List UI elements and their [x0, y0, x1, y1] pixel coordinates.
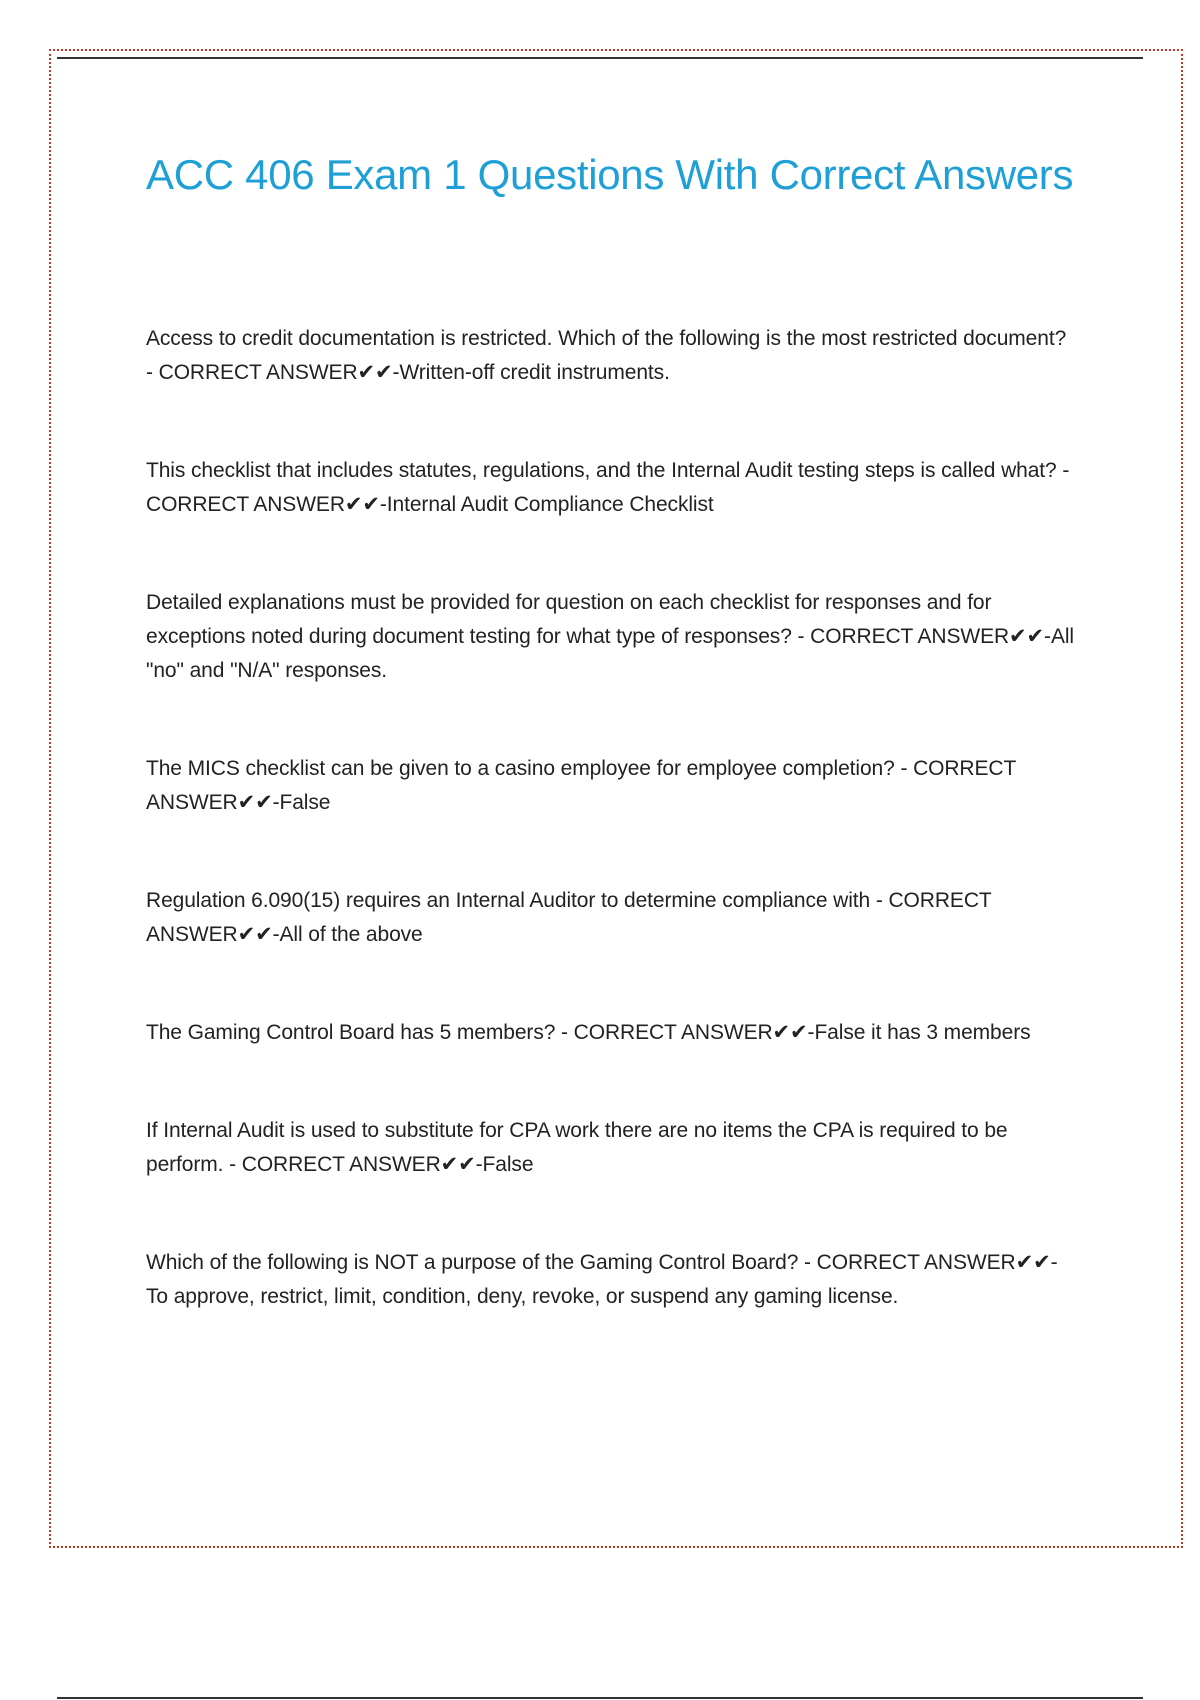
question-text: This checklist that includes statutes, regulations, and the Internal Audit testing steps is called what? [146, 459, 1057, 482]
qa-list [146, 322, 1076, 1314]
question-text: Access to credit documentation is restricted. Which of the following is the most restricted document? [146, 327, 1067, 350]
answer-text: All of the above [279, 923, 423, 946]
answer-marker: - CORRECT ANSWER✔✔- [146, 889, 992, 946]
answer-marker: - CORRECT ANSWER✔✔- [146, 459, 1070, 516]
footer-rule [57, 1697, 1143, 1699]
header-rule [57, 57, 1143, 59]
question-text: The Gaming Control Board has 5 members? [146, 1021, 556, 1044]
answer-text: All "no" and "N/A" responses. [146, 625, 1074, 682]
answer-marker: - CORRECT ANSWER✔✔- [146, 757, 1016, 814]
document-body [146, 140, 1076, 1378]
qa-item [146, 752, 1076, 820]
question-text: Which of the following is NOT a purpose of the Gaming Control Board? [146, 1251, 799, 1274]
question-text: Detailed explanations must be provided for question on each checklist for responses and for exceptions noted during document testing for what type of responses? [146, 591, 992, 648]
answer-marker: - CORRECT ANSWER✔✔- [146, 361, 400, 384]
question-text: The MICS checklist can be given to a casino employee for employee completion? [146, 757, 895, 780]
answer-marker: - CORRECT ANSWER✔✔- [798, 1251, 1058, 1274]
answer-text: To approve, restrict, limit, condition, deny, revoke, or suspend any gaming license. [146, 1285, 899, 1308]
answer-text: Internal Audit Compliance Checklist [386, 493, 714, 516]
qa-item [146, 1114, 1076, 1182]
answer-text: False [482, 1153, 534, 1176]
qa-item [146, 1016, 1076, 1050]
answer-marker: - CORRECT ANSWER✔✔- [791, 625, 1051, 648]
question-text: Regulation 6.090(15) requires an Internal Auditor to determine compliance with [146, 889, 871, 912]
answer-marker: - CORRECT ANSWER✔✔- [555, 1021, 815, 1044]
qa-item [146, 1246, 1076, 1314]
answer-text: False it has 3 members [814, 1021, 1031, 1044]
answer-text: False [279, 791, 331, 814]
question-text: If Internal Audit is used to substitute for CPA work there are no items the CPA is required to be perform. [146, 1119, 1008, 1176]
qa-item [146, 454, 1076, 522]
qa-item [146, 586, 1076, 688]
qa-item [146, 884, 1076, 952]
answer-text: Written-off credit instruments. [399, 361, 670, 384]
qa-item [146, 322, 1076, 390]
answer-marker: - CORRECT ANSWER✔✔- [223, 1153, 483, 1176]
document-title: ACC 406 Exam 1 Questions With Correct Answers [146, 151, 1074, 198]
